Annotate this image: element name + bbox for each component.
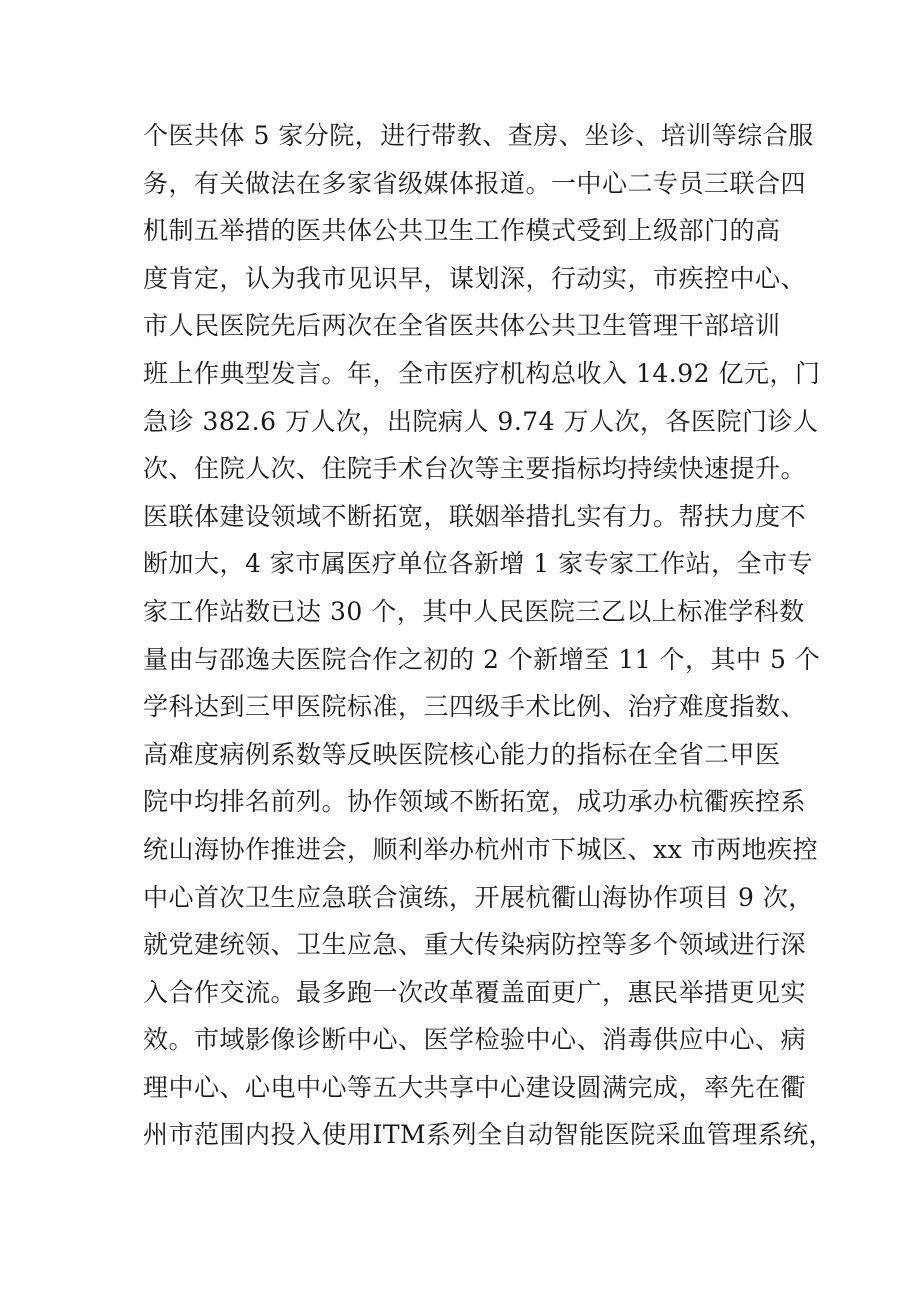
text-line: 中心首次卫生应急联合演练，开展杭衢山海协作项目 9 次， bbox=[143, 882, 814, 912]
text-line: 学科达到三甲医院标准，三四级手术比例、治疗难度指数、 bbox=[143, 692, 807, 722]
text-line: 医联体建设领域不断拓宽，联姻举措扎实有力。帮扶力度不 bbox=[143, 501, 807, 531]
text-line: 断加大，4 家市属医疗单位各新增 1 家专家工作站，全市专 bbox=[143, 549, 814, 579]
text-line: 就党建统领、卫生应急、重大传染病防控等多个领域进行深 bbox=[143, 930, 807, 960]
text-line: 理中心、心电中心等五大共享中心建设圆满完成，率先在衢 bbox=[143, 1072, 807, 1102]
text-line: 入合作交流。最多跑一次改革覆盖面更广，惠民举措更见实 bbox=[143, 977, 807, 1007]
text-line: 统山海协作推进会，顺利举办杭州市下城区、xx 市两地疾控 bbox=[143, 834, 819, 864]
text-line: 院中均排名前列。协作领域不断拓宽，成功承办杭衢疾控系 bbox=[143, 787, 807, 817]
text-line: 效。市域影像诊断中心、医学检验中心、消毒供应中心、病 bbox=[143, 1025, 807, 1055]
text-line: 班上作典型发言。年，全市医疗机构总收入 14.92 亿元，门 bbox=[143, 358, 821, 388]
text-line: 急诊 382.6 万人次，出院病人 9.74 万人次，各医院门诊人 bbox=[143, 406, 819, 436]
text-line: 次、住院人次、住院手术台次等主要指标均持续快速提升。 bbox=[143, 454, 807, 484]
text-line: 高难度病例系数等反映医院核心能力的指标在全省二甲医 bbox=[143, 739, 781, 769]
text-line: 务，有关做法在多家省级媒体报道。一中心二专员三联合四 bbox=[143, 168, 807, 198]
text-line: 家工作站数已达 30 个，其中人民医院三乙以上标准学科数 bbox=[143, 596, 805, 626]
body-paragraph bbox=[143, 112, 835, 1159]
text-line: 市人民医院先后两次在全省医共体公共卫生管理干部培训 bbox=[143, 311, 781, 341]
text-line: 机制五举措的医共体公共卫生工作模式受到上级部门的高 bbox=[143, 216, 781, 246]
text-line: 度肯定，认为我市见识早，谋划深，行动实，市疾控中心、 bbox=[143, 263, 807, 293]
text-line: 州市范围内投入使用ITM系列全自动智能医院采血管理系统， bbox=[143, 1120, 835, 1150]
text-line: 量由与邵逸夫医院合作之初的 2 个新增至 11 个，其中 5 个 bbox=[143, 644, 821, 674]
text-line: 个医共体 5 家分院，进行带教、查房、坐诊、培训等综合服 bbox=[143, 121, 814, 150]
